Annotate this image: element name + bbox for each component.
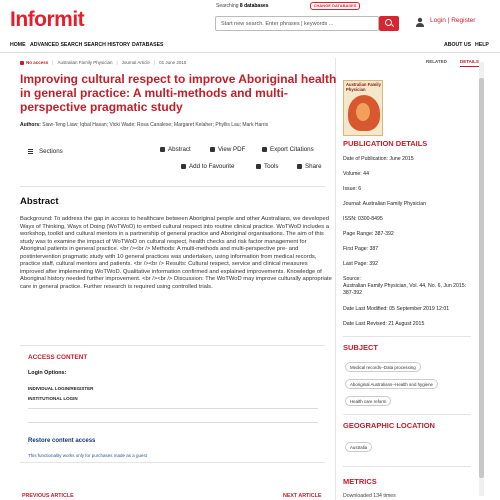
restore-content-access-link[interactable]: Restore content access	[28, 438, 96, 444]
searching-prefix: Searching	[216, 3, 239, 9]
publication-details-heading: PUBLICATION DETAILS	[343, 139, 428, 148]
search-button[interactable]	[379, 16, 399, 31]
divider	[343, 336, 471, 337]
document-icon	[160, 147, 165, 152]
geographic-location-heading: GEOGRAPHIC LOCATION	[343, 421, 435, 430]
abstract-button-label: Abstract	[168, 146, 191, 153]
article-type: Journal Article	[121, 60, 150, 65]
share-label: Share	[305, 163, 322, 170]
export-citations-button[interactable]	[262, 146, 314, 153]
publication-date: Date of Publication: June 2015	[343, 156, 414, 162]
add-to-favourite-label: Add to Favourite	[189, 163, 235, 170]
download-count: Downloaded 134 times	[343, 493, 396, 499]
cover-illustration	[348, 95, 380, 131]
journal-cover-image[interactable]	[343, 80, 383, 136]
add-to-favourite-button[interactable]	[181, 163, 234, 170]
subject-tag[interactable]: Medical records--Data processing	[345, 362, 421, 372]
authors-list[interactable]: Siaw-Teng Liaw; Iqbal Hasan; Vicki Wade; Rosa Canalese; Margaret Kelaher; Phyllis Lau; Mark Harris	[42, 122, 269, 128]
date-last-revised: Date Last Revised: 21 August 2015	[343, 321, 425, 327]
wrench-icon	[256, 164, 261, 169]
tools-label: Tools	[264, 163, 279, 170]
login-register-link[interactable]: Login | Register	[430, 17, 476, 24]
issue: Issue: 6	[343, 186, 362, 192]
share-icon	[297, 164, 302, 169]
last-page: Last Page: 392	[343, 261, 378, 267]
article-meta: No access | Australian Family Physician | Journal Article | 01 June 2015	[20, 60, 186, 65]
access-content-panel	[20, 345, 325, 463]
pdf-icon	[210, 147, 215, 152]
cover-title: Australian Family Physician	[346, 82, 381, 92]
database-count: 8 databases	[239, 3, 269, 9]
lock-icon	[20, 61, 24, 65]
institutional-login-link[interactable]: INSTITUTIONAL LOGIN	[28, 396, 78, 401]
section-divider	[20, 186, 325, 187]
source: Australian Family Physician, Vol. 44, No. 6, Jun 2015: 387-392	[343, 283, 467, 296]
tools-button[interactable]	[256, 163, 278, 170]
abstract-text: Background: To address the gap in access to healthcare between Aboriginal people and other Australians, we developed Ways of Thinking, Ways of Doing (WoTWoD) to embed cultural respect into routine clinical practice. WoTWoD includes a workshop, toolkit and cultural mentors in a partnership of general practice and Aboriginal organisations. The aim of this study was to examine the impact of WoTWoD on cultural respect, health checks and risk factor management for Aboriginal patients in general practice. <br /><br /> Methods: A multi-methods and multi-perspective pre- and postintervention pragmatic study with 10 general practices was undertaken, using information from medical records, practice staff, cultural mentors and patients. <br /><br /> Results: Cultural respect, service and clinical measures improved after implementing WoTWoD. Qualitative information confirmed and explained improvements. Knowledge of Aboriginal history needed further improvement. <br /><br /> Discussion: The WoTWoD may improve culturally appropriate care in general practice. Further research is required using controlled trials.	[20, 216, 332, 290]
list-icon	[28, 149, 33, 154]
next-article-link[interactable]: NEXT ARTICLE	[283, 493, 322, 499]
login-options-label: Login Options:	[28, 370, 67, 376]
journal-name[interactable]: Australian Family Physician	[57, 60, 113, 65]
divider	[343, 466, 471, 467]
subject-tag[interactable]: Aboriginal Australians--Health and hygiene	[345, 379, 438, 389]
volume: Volume: 44	[343, 171, 369, 177]
nav-search-history[interactable]: SEARCH HISTORY	[84, 42, 131, 48]
star-icon	[181, 164, 186, 169]
abstract-button[interactable]	[160, 146, 191, 153]
article-date: 01 June 2015	[159, 60, 187, 65]
export-citations-label: Export Citations	[270, 146, 314, 153]
location-tag[interactable]: Australia	[345, 442, 372, 452]
issn: ISSN: 0300-8495	[343, 216, 383, 222]
article-title: Improving cultural respect to improve Aboriginal health in general practice: A multi-methods and multi-perspective pragmatic study	[20, 72, 337, 114]
informit-logo[interactable]: Informit	[10, 8, 85, 31]
subject-tag[interactable]: Health care reform	[345, 396, 391, 406]
view-pdf-label: View PDF	[218, 146, 246, 153]
divider	[343, 414, 471, 415]
export-icon	[262, 147, 267, 152]
access-status: No access	[26, 60, 49, 65]
source-label: Source:	[343, 276, 361, 282]
searching-databases-text	[216, 3, 269, 9]
divider	[28, 422, 318, 423]
user-icon	[415, 17, 425, 27]
sections-button[interactable]: Sections	[39, 148, 63, 155]
nav-divider	[0, 52, 500, 53]
nav-home[interactable]: HOME	[10, 42, 26, 48]
divider	[28, 408, 318, 409]
journal: Journal: Australian Family Physician	[343, 201, 427, 207]
page-range: Page Range: 387-392	[343, 231, 394, 237]
authors	[20, 122, 340, 128]
authors-label: Authors:	[20, 122, 41, 128]
access-content-heading: ACCESS CONTENT	[28, 354, 88, 361]
restore-note: This functionality works only for purchases made as a guest	[28, 453, 148, 458]
first-page: First Page: 387	[343, 246, 379, 252]
individual-login-link[interactable]: INDIVIDUAL LOGIN/REGISTER	[28, 386, 94, 391]
date-last-modified: Date Last Modified: 05 September 2019 12:01	[343, 306, 450, 312]
scrollbar-thumb[interactable]	[479, 78, 484, 478]
abstract-heading: Abstract	[20, 196, 59, 207]
tab-details[interactable]: DETAILS	[460, 59, 479, 67]
subject-heading: SUBJECT	[343, 343, 379, 352]
nav-databases[interactable]: DATABASES	[132, 42, 164, 48]
metrics-heading: METRICS	[343, 477, 377, 486]
share-button[interactable]	[297, 163, 322, 170]
view-pdf-button[interactable]	[210, 146, 245, 153]
nav-help[interactable]: HELP	[475, 42, 489, 48]
nav-about-us[interactable]: ABOUT US	[444, 42, 472, 48]
previous-article-link[interactable]: PREVIOUS ARTICLE	[22, 493, 74, 499]
search-input[interactable]: Start new search. Enter phrases | keywords ...	[215, 16, 379, 31]
nav-advanced-search[interactable]: ADVANCED SEARCH	[30, 42, 83, 48]
tab-related[interactable]: RELATED	[426, 59, 447, 64]
change-databases-button[interactable]: CHANGE DATABASES	[310, 2, 360, 10]
